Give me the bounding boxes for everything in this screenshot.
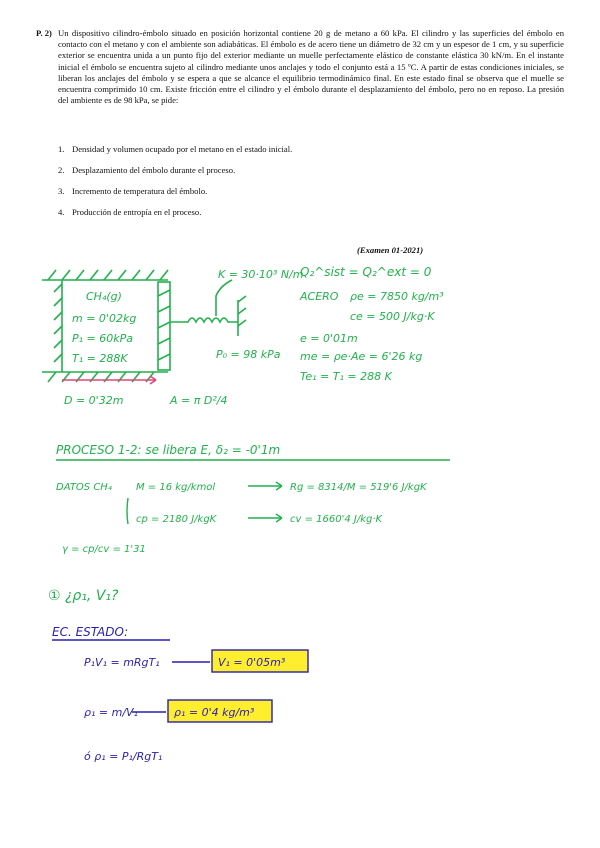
piston-temperature: Te₁ = T₁ = 288 K	[300, 370, 392, 383]
diagram-labels	[48, 265, 444, 604]
exam-reference: (Examen 01-2021)	[357, 245, 424, 255]
steel-density: ρe = 7850 kg/m³	[350, 290, 444, 303]
question-item	[58, 186, 207, 196]
question-item	[58, 165, 235, 175]
question-number: 1.	[58, 144, 65, 154]
handwritten-notes	[0, 255, 600, 775]
question-item	[58, 144, 292, 154]
density-definition: ρ₁ = m/V₁	[84, 706, 138, 719]
question-text: Incremento de temperatura del émbolo.	[72, 186, 208, 196]
question-text: Desplazamiento del émbolo durante el proceso.	[72, 165, 236, 175]
problem-statement	[36, 28, 564, 106]
ideal-gas-equation: P₁V₁ = mRgT₁	[84, 656, 160, 669]
piston-mass: me = ρe·Ae = 6'26 kg	[300, 350, 423, 363]
density-result: ρ₁ = 0'4 kg/m³	[174, 706, 255, 719]
problem-text: Un dispositivo cilindro-émbolo situado en posición horizontal contiene 20 g de metano a 60 kPa. El cilindro y las superficies del émbolo en contacto con el metano y con el ambiente son adiabáticas. El émbolo es de acero tiene un diámetro de 32 cm y un espesor de 1 cm, y su superficie exterior se encuentra unida a un punto fijo del exterior mediante un muelle perfectamente elástico de constante elástica 30 kN/m. En el instante inicial el émbolo se encuentra sujeto al cilindro mediante unos anclajes y todo el conjunto está a 15 ºC. A partir de estas condiciones iniciales, se liberan los anclajes del émbolo y se espera a que se alcance el equilibrio termodinámico final. En este estado final se observa que el muelle se encuentra comprimido 10 cm. Existe fricción entre el cilindro y el émbolo durante el desplazamiento del émbolo, pero no en reposo. La presión del ambiente es de 98 kPa, se pide:	[58, 28, 564, 106]
heat-condition: Q₂^sist = Q₂^ext = 0	[300, 265, 432, 279]
equation-title: EC. ESTADO:	[52, 625, 129, 639]
diameter-label: D = 0'32m	[64, 394, 124, 407]
mass-label: m = 0'02kg	[72, 312, 137, 325]
question-number: 2.	[58, 165, 65, 175]
question-item	[58, 207, 201, 217]
question-number: 4.	[58, 207, 65, 217]
molar-mass: M = 16 kg/kmol	[136, 482, 216, 493]
gamma-value: γ = cp/cv = 1'31	[62, 544, 146, 555]
gas-label: CH₄(g)	[86, 290, 122, 303]
equation-of-state-work	[52, 625, 162, 763]
data-label: DATOS CH₄	[56, 482, 112, 493]
density-alternative: ó ρ₁ = P₁/RgT₁	[84, 750, 163, 763]
process-description: PROCESO 1-2: se libera E, δ₂ = -0'1m	[56, 443, 281, 457]
question-text: Producción de entropía en el proceso.	[72, 207, 202, 217]
thickness: e = 0'01m	[300, 332, 358, 345]
cylinder-hatching	[42, 270, 246, 384]
spring-constant: K = 30·10³ N/m	[218, 268, 304, 281]
ambient-pressure: P₀ = 98 kPa	[216, 348, 281, 361]
steel-label: ACERO	[300, 290, 339, 303]
volume-result: V₁ = 0'05m³	[218, 656, 286, 669]
cp-value: cp = 2180 J/kgK	[136, 514, 217, 525]
question-number: 3.	[58, 186, 65, 196]
temperature-label: T₁ = 288K	[72, 352, 128, 365]
steel-specific-heat: ce = 500 J/kg·K	[350, 310, 435, 323]
gas-constant: Rg = 8314/M = 519'6 J/kgK	[290, 482, 427, 493]
cv-value: cv = 1660'4 J/kg·K	[290, 514, 383, 525]
problem-label: P. 2)	[36, 28, 52, 38]
area-formula: A = π D²/4	[170, 394, 228, 407]
question-one-marker: ① ¿ρ₁, V₁?	[48, 588, 119, 604]
question-text: Densidad y volumen ocupado por el metano en el estado inicial.	[72, 144, 293, 154]
pressure-label: P₁ = 60kPa	[72, 332, 133, 345]
